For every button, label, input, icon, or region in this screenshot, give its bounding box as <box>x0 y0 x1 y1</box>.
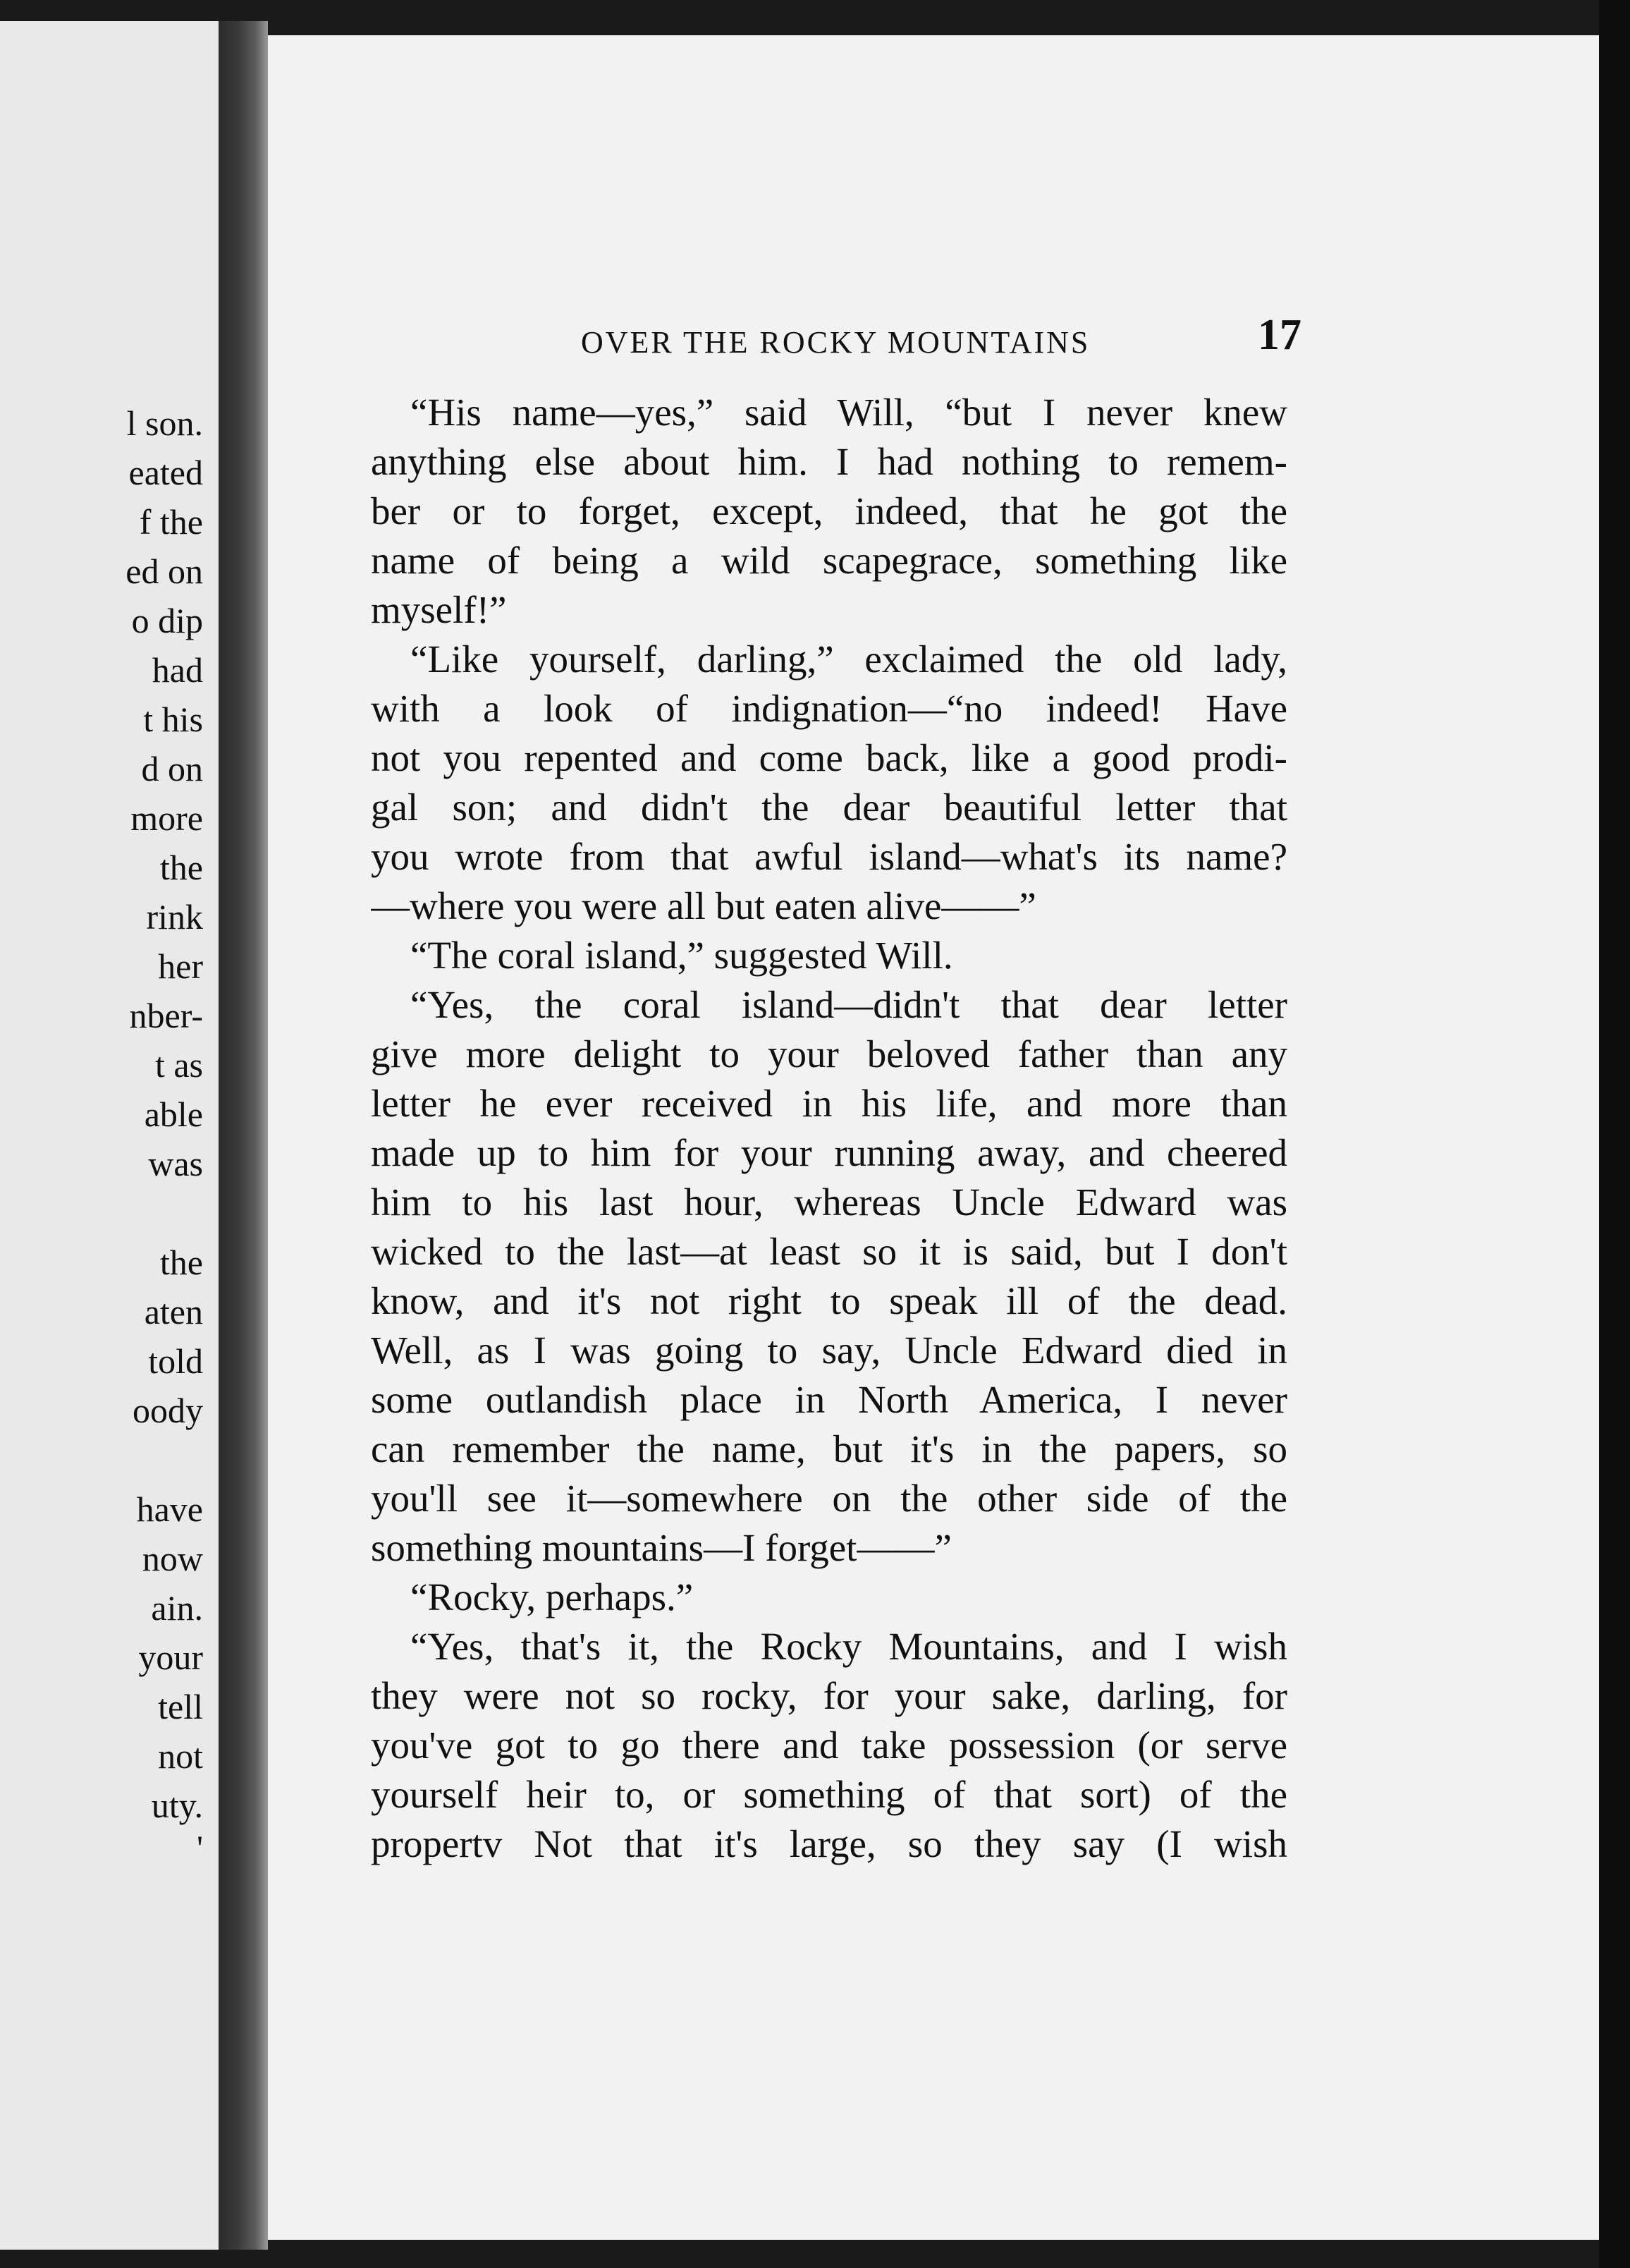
text-line: “Rocky, perhaps.” <box>410 1575 694 1618</box>
page-header <box>268 310 1599 374</box>
text-line: —where you were all but eaten alive——” <box>371 884 1036 927</box>
text-line: name of being a wild scapegrace, something like <box>371 539 1287 582</box>
text-line: “The coral island,” suggested Will. <box>410 934 953 977</box>
text-line: know, and it's not right to speak ill of the dead. <box>371 1279 1287 1322</box>
text-line: yourself heir to, or something of that sort) of the <box>371 1773 1287 1816</box>
page-number: 17 <box>1258 311 1301 359</box>
text-line: “Yes, the coral island—didn't that dear letter <box>410 983 1287 1026</box>
facing-page-line: not <box>158 1736 203 1776</box>
text-line: they were not so rocky, for your sake, darling, for <box>371 1674 1287 1717</box>
book-page <box>268 35 1599 2240</box>
running-head: OVER THE ROCKY MOUNTAINS <box>581 325 1091 360</box>
facing-page-line: ' <box>196 1828 203 1867</box>
book-spine-gutter <box>219 21 268 2250</box>
text-line: him to his last hour, whereas Uncle Edward was <box>371 1181 1287 1224</box>
text-line: you wrote from that awful island—what's its name? <box>371 835 1287 878</box>
facing-page-edge <box>0 21 219 2250</box>
facing-page-line: told <box>148 1341 203 1381</box>
text-line: not you repented and come back, like a good prodi- <box>371 736 1287 779</box>
facing-page-line: d on <box>141 749 203 788</box>
facing-page-line: uty. <box>151 1786 203 1825</box>
text-line: letter he ever received in his life, and more than <box>371 1082 1287 1125</box>
text-line: “Like yourself, darling,” exclaimed the old lady, <box>410 638 1287 681</box>
text-line: you've got to go there and take possession (or serve <box>371 1724 1287 1767</box>
scan-border <box>1599 0 1630 2268</box>
facing-page-line: aten <box>144 1292 203 1331</box>
facing-page-line: ed on <box>125 551 203 591</box>
facing-page-line: tell <box>158 1687 203 1726</box>
facing-page-line: f the <box>139 502 203 542</box>
text-line: anything else about him. I had nothing to remem- <box>371 440 1287 483</box>
text-line: “Yes, that's it, the Rocky Mountains, and I wish <box>410 1625 1287 1668</box>
facing-page-line: now <box>142 1539 203 1578</box>
page-body-text <box>371 388 1287 1869</box>
text-line: give more delight to your beloved father than any <box>371 1032 1287 1075</box>
facing-page-line: t as <box>154 1045 203 1085</box>
facing-page-line: t his <box>143 700 203 739</box>
text-line: with a look of indignation—“no indeed! Have <box>371 687 1287 730</box>
text-line: wicked to the last—at least so it is said, but I don't <box>371 1230 1287 1273</box>
facing-page-line: oody <box>133 1391 203 1430</box>
facing-page-line: her <box>158 946 203 986</box>
text-line: some outlandish place in North America, I never <box>371 1378 1287 1421</box>
facing-page-line: the <box>159 1243 203 1282</box>
facing-page-line: o dip <box>131 601 203 640</box>
text-line: something mountains—I forget——” <box>371 1526 952 1569</box>
text-line: propertv Not that it's large, so they say (I wish <box>371 1822 1287 1865</box>
facing-page-line: have <box>136 1489 203 1529</box>
facing-page-line: l son. <box>126 403 203 443</box>
facing-page-line: was <box>148 1144 203 1183</box>
facing-page-text <box>34 21 203 2250</box>
facing-page-line: able <box>144 1095 203 1134</box>
facing-page-line: nber- <box>129 996 203 1035</box>
text-line: can remember the name, but it's in the papers, so <box>371 1427 1287 1470</box>
text-line: “His name—yes,” said Will, “but I never knew <box>410 391 1287 434</box>
facing-page-line: more <box>130 798 203 838</box>
facing-page-line: ain. <box>151 1588 203 1628</box>
text-line: myself!” <box>371 588 507 631</box>
facing-page-line: the <box>159 848 203 887</box>
facing-page-line: eated <box>128 453 203 492</box>
text-line: gal son; and didn't the dear beautiful letter that <box>371 786 1287 829</box>
text-line: Well, as I was going to say, Uncle Edward died in <box>371 1329 1287 1372</box>
text-line: ber or to forget, except, indeed, that he got the <box>371 489 1287 532</box>
facing-page-line: had <box>152 650 203 690</box>
facing-page-line: your <box>138 1638 203 1677</box>
facing-page-line: rink <box>146 897 203 937</box>
text-line: made up to him for your running away, and cheered <box>371 1131 1287 1174</box>
text-line: you'll see it—somewhere on the other side of the <box>371 1477 1287 1520</box>
